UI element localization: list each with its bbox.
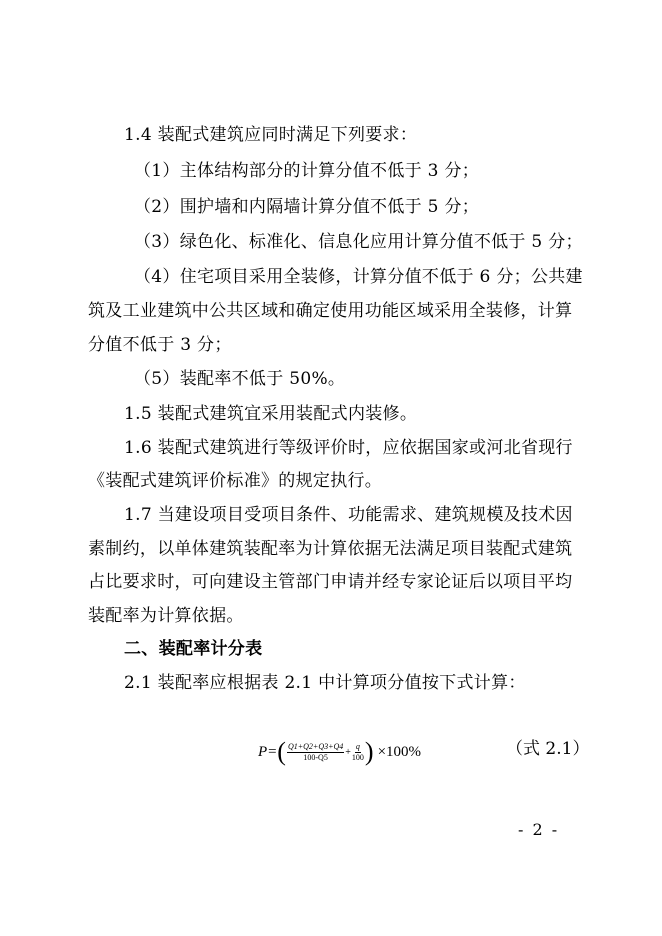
item-5: （5）装配率不低于 50%。 bbox=[134, 369, 346, 389]
fraction-2-denominator: 100 bbox=[351, 752, 364, 762]
fraction-1-denominator: 100-Q5 bbox=[303, 752, 328, 762]
item-3: （3）绿色化、标准化、信息化应用计算分值不低于 5 分； bbox=[134, 232, 583, 252]
equation-label: （式 2.1） bbox=[506, 739, 590, 759]
clause-1-5: 1.5 装配式建筑宜采用装配式内装修。 bbox=[124, 404, 418, 424]
formula-open-paren: ( bbox=[277, 737, 286, 766]
section-heading-2: 二、装配率计分表 bbox=[124, 639, 263, 659]
clause-1-7-line-3: 占比要求时，可向建设主管部门申请并经专家论证后以项目平均 bbox=[88, 572, 573, 592]
clause-2-1: 2.1 装配率应根据表 2.1 中计算项分值按下式计算： bbox=[124, 673, 526, 693]
item-4-line-2: 筑及工业建筑中公共区域和确定使用功能区域采用全装修，计算 bbox=[88, 301, 573, 321]
page-number: - 2 - bbox=[518, 820, 560, 839]
formula-fraction-1 bbox=[287, 742, 344, 763]
formula-2-1 bbox=[258, 732, 421, 772]
clause-1-6-line-2: 《装配式建筑评价标准》的规定执行。 bbox=[88, 471, 383, 491]
item-1: （1）主体结构部分的计算分值不低于 3 分； bbox=[134, 161, 480, 181]
item-4-line-3: 分值不低于 3 分； bbox=[88, 335, 232, 355]
clause-1-4: 1.4 装配式建筑应同时满足下列要求： bbox=[124, 125, 418, 145]
clause-1-7-line-2: 素制约，以单体建筑装配率为计算依据无法满足项目装配式建筑 bbox=[88, 539, 573, 559]
clause-1-6-line-1: 1.6 装配式建筑进行等级评价时，应依据国家或河北省现行 bbox=[124, 438, 573, 458]
formula-lhs: P= bbox=[258, 743, 278, 760]
item-4-line-1: （4）住宅项目采用全装修，计算分值不低于 6 分；公共建 bbox=[134, 267, 583, 287]
clause-1-7-line-1: 1.7 当建设项目受项目条件、功能需求、建筑规模及技术因 bbox=[124, 505, 573, 525]
formula-multiplier: ×100% bbox=[377, 743, 422, 760]
clause-1-7-line-4: 装配率为计算依据。 bbox=[88, 606, 244, 626]
formula-plus: + bbox=[345, 746, 351, 758]
fraction-2-numerator: q bbox=[355, 741, 360, 751]
formula-fraction-2 bbox=[352, 742, 364, 763]
item-2: （2）围护墙和内隔墙计算分值不低于 5 分； bbox=[134, 197, 480, 217]
formula-close-paren: ) bbox=[364, 737, 374, 766]
fraction-1-numerator: Q1+Q2+Q3+Q4 bbox=[287, 741, 344, 751]
